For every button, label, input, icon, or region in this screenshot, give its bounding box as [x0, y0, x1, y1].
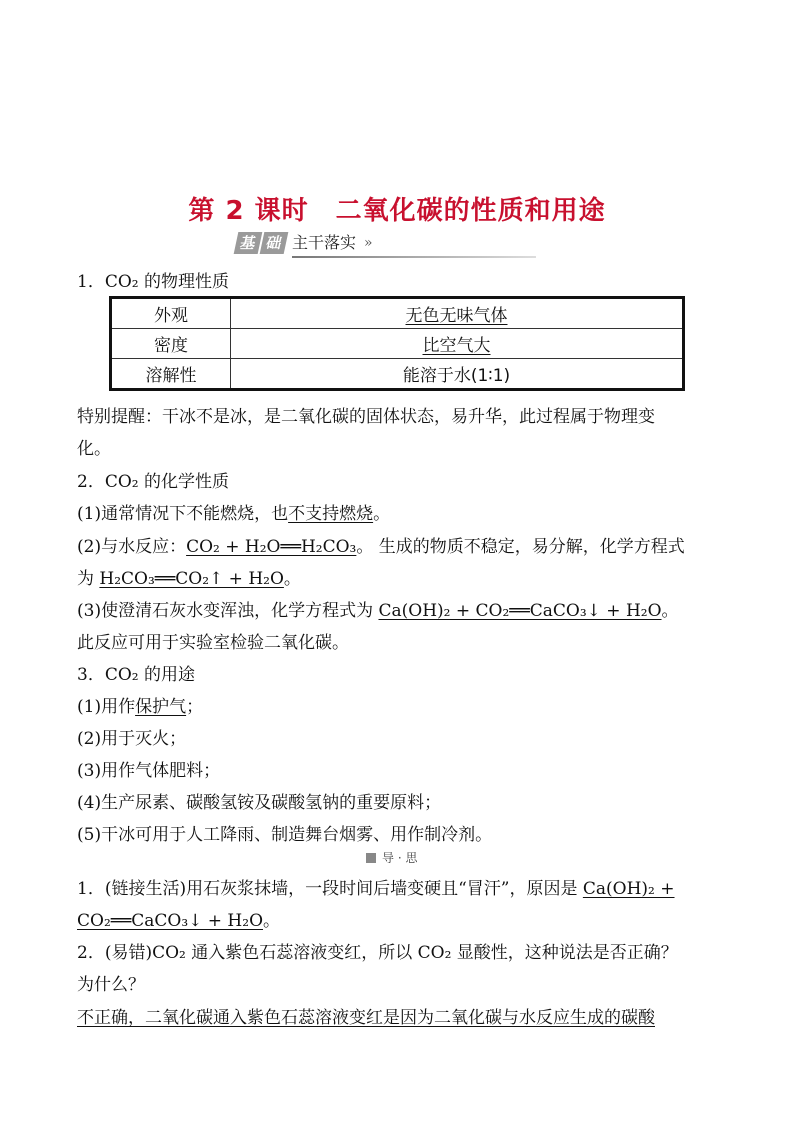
section-banner — [236, 232, 536, 258]
guide-label: 导 · 思 — [366, 849, 417, 866]
list-item: 此反应可用于实验室检验二氧化碳。 — [77, 633, 349, 653]
table-row — [111, 298, 684, 329]
table-key: 密度 — [111, 329, 231, 359]
list-item: (1)通常情况下不能燃烧，也不支持燃烧。 — [77, 504, 391, 524]
banner-tag: 基 — [234, 232, 263, 254]
banner-rule — [292, 256, 536, 258]
tip-line: 化。 — [77, 439, 111, 459]
section2-heading: 2．CO₂ 的化学性质 — [77, 472, 229, 492]
banner-tag: 础 — [260, 232, 289, 254]
chevron-right-icon: » — [364, 235, 373, 251]
table-value: 无色无味气体 — [231, 298, 684, 329]
question-line: 2．(易错)CO₂ 通入紫色石蕊溶液变红，所以 CO₂ 显酸性，这种说法是否正确？ — [77, 943, 678, 963]
banner-text: 主干落实 — [292, 233, 357, 252]
list-item: (2)用于灭火； — [77, 729, 187, 749]
list-item: (4)生产尿素、碳酸氢铵及碳酸氢钠的重要原料； — [77, 793, 442, 813]
table-value: 能溶于水(1∶1) — [231, 359, 684, 390]
table-key: 溶解性 — [111, 359, 231, 390]
section3-heading: 3．CO₂ 的用途 — [77, 665, 195, 685]
properties-table — [109, 296, 685, 391]
list-item: 为 H₂CO₃══CO₂↑ + H₂O。 — [77, 569, 301, 589]
tip-line: 特别提醒：干冰不是冰，是二氧化碳的固体状态，易升华，此过程属于物理变 — [77, 407, 655, 427]
table-value: 比空气大 — [231, 329, 684, 359]
list-item: (5)干冰可用于人工降雨、制造舞台烟雾、用作制冷剂。 — [77, 825, 493, 845]
question-line: 为什么？ — [77, 975, 145, 995]
table-row — [111, 359, 684, 390]
list-item: (1)用作保护气； — [77, 697, 204, 717]
list-item: (2)与水反应：CO₂ + H₂O══H₂CO₃。 生成的物质不稳定，易分解，化学方程式 — [77, 537, 685, 557]
list-item: (3)用作气体肥料； — [77, 761, 221, 781]
lesson-title: 第 2 课时 二氧化碳的性质和用途 — [188, 196, 606, 226]
question-line: CO₂══CaCO₃↓ + H₂O。 — [77, 911, 281, 931]
question-line: 1．(链接生活)用石灰浆抹墙，一段时间后墙变硬且“冒汗”，原因是 Ca(OH)₂ + — [77, 879, 675, 899]
guide-icon — [366, 853, 376, 863]
list-item: (3)使澄清石灰水变浑浊，化学方程式为 Ca(OH)₂ + CO₂══CaCO₃↓ + H₂O。 — [77, 601, 679, 621]
table-row — [111, 329, 684, 359]
table-key: 外观 — [111, 298, 231, 329]
answer-line: 不正确，二氧化碳通入紫色石蕊溶液变红是因为二氧化碳与水反应生成的碳酸 — [77, 1008, 655, 1028]
section1-heading: 1．CO₂ 的物理性质 — [77, 272, 229, 292]
